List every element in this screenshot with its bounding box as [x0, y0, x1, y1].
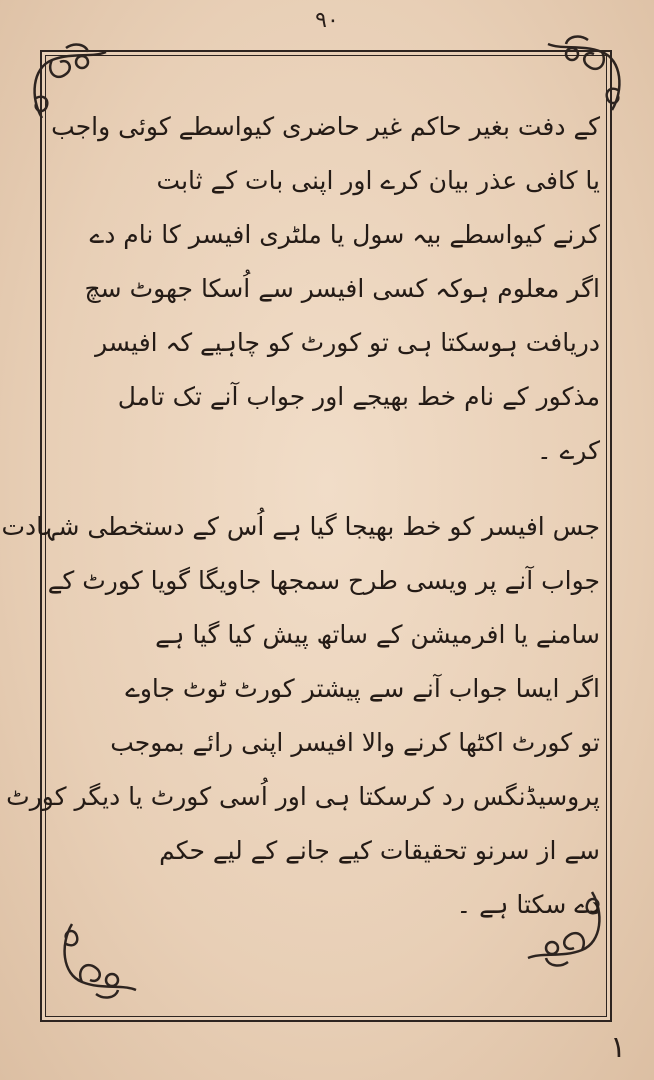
text-line: سامنے یا افرمیشن کے ساتھ پیش کیا گیا ہے: [155, 620, 600, 649]
text-line: کرے ۔: [537, 436, 600, 465]
body-text: [1, 100, 600, 932]
text-line: دریافت ہوسکتا ہی تو کورٹ کو چاہیے کہ افیسر: [95, 328, 600, 357]
paragraph: [1, 500, 600, 932]
text-line: کرنے کیواسطے بیہ سول یا ملٹری افیسر کا نام دے: [89, 220, 600, 249]
text-line: تو کورٹ اکٹھا کرنے والا افیسر اپنی رائے بموجب: [110, 728, 600, 757]
corner-mark: ۱: [610, 1030, 627, 1065]
page-number: ۹۰: [315, 8, 339, 33]
text-line: اگر ایسا جواب آنے سے پیشتر کورٹ ٹوٹ جاوے: [125, 674, 600, 703]
text-line: سے از سرنو تحقیقات کیے جانے کے لیے حکم: [159, 836, 600, 865]
paragraph-gap: [70, 478, 600, 500]
text-line: کے دفت بغیر حاکم غیر حاضری کیواسطے کوئی واجب: [51, 112, 600, 141]
text-line: جواب آنے پر ویسی طرح سمجھا جاویگا گویا کورٹ کے: [47, 566, 600, 595]
text-line: پروسیڈنگس رد کرسکتا ہی اور اُسی کورٹ یا دیگر کورٹ: [6, 782, 600, 811]
text-line: اگر معلوم ہوکہ کسی افیسر سے اُسکا جھوٹ سچ: [84, 274, 600, 303]
text-line: جس افیسر کو خط بھیجا گیا ہے اُس کے دستخطی شہادت: [1, 512, 600, 541]
text-line: مذکور کے نام خط بھیجے اور جواب آنے تک تامل: [117, 382, 600, 411]
text-line: دے سکتا ہے ۔: [456, 890, 600, 919]
paragraph: [51, 100, 600, 478]
text-line: یا کافی عذر بیان کرے اور اپنی بات کے ثابت: [156, 166, 600, 195]
